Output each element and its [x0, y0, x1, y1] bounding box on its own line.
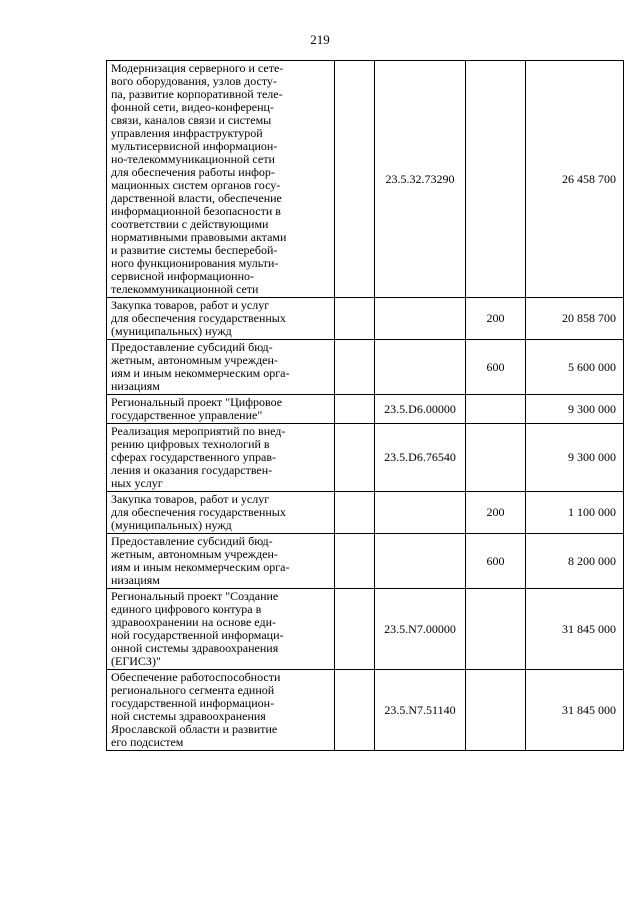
target-article-cell — [375, 340, 466, 395]
table-row — [107, 61, 624, 298]
row-name: Закупка товаров, работ и услуг для обеспечения государственных (муниципальных) нужд — [111, 298, 286, 338]
target-article-cell: 23.5.N7.00000 — [375, 589, 466, 670]
row-name: Региональный проект "Цифровое государственное управление" — [111, 395, 283, 422]
expense-type-cell: 600 — [466, 340, 526, 395]
amount-cell: 9 300 000 — [526, 424, 624, 492]
amount-cell: 1 100 000 — [526, 492, 624, 534]
ministry-cell — [335, 340, 375, 395]
row-name: Модернизация серверного и сете- вого оборудования, узлов досту- па, развитие корпоративной теле- фонной сети, видео-конференц- связи, каналов связи и системы управления инфраструктурой мультисервисной информацион- но-телекоммуникационной сети для обеспечения работы инфор- мационных систем органов госу- дарственной власти, обеспечение информационной безопасности в соответствии с действующими нормативными правовыми актами и развитие системы бесперебой- ного функционирования мульти- сервисной информационно- телекоммуникационной сети — [111, 61, 287, 296]
target-article-cell: 23.5.32.73290 — [375, 61, 466, 298]
expense-type-cell — [466, 589, 526, 670]
table-row — [107, 492, 624, 534]
row-name-cell — [107, 395, 335, 424]
amount-cell: 20 858 700 — [526, 298, 624, 340]
row-name-cell — [107, 492, 335, 534]
row-name: Закупка товаров, работ и услуг для обеспечения государственных (муниципальных) нужд — [111, 492, 286, 532]
expense-type-cell: 600 — [466, 534, 526, 589]
ministry-cell — [335, 670, 375, 751]
row-name: Реализация мероприятий по внед- рению цифровых технологий в сферах государственного управ- ления и оказания государствен- ных услуг — [111, 424, 286, 490]
target-article-cell — [375, 298, 466, 340]
expense-type-cell — [466, 395, 526, 424]
row-name: Обеспечение работоспособности регионального сегмента единой государственной информацион- ной системы здравоохранения Ярославской области и развитие его подсистем — [111, 670, 281, 749]
expense-type-cell: 200 — [466, 298, 526, 340]
table-row — [107, 534, 624, 589]
row-name-cell — [107, 340, 335, 395]
ministry-cell — [335, 298, 375, 340]
ministry-cell — [335, 61, 375, 298]
target-article-cell: 23.5.D6.00000 — [375, 395, 466, 424]
ministry-cell — [335, 589, 375, 670]
row-name-cell — [107, 61, 335, 298]
amount-cell: 31 845 000 — [526, 670, 624, 751]
row-name-cell — [107, 589, 335, 670]
expense-type-cell — [466, 424, 526, 492]
ministry-cell — [335, 534, 375, 589]
row-name-cell — [107, 298, 335, 340]
amount-cell: 5 600 000 — [526, 340, 624, 395]
target-article-cell — [375, 534, 466, 589]
page-number: 219 — [310, 32, 330, 47]
row-name: Региональный проект "Создание единого цифрового контура в здравоохранении на основе еди- ной государственной информаци- онной системы здравоохранения (ЕГИСЗ)" — [111, 589, 284, 668]
expense-type-cell: 200 — [466, 492, 526, 534]
ministry-cell — [335, 424, 375, 492]
row-name-cell — [107, 670, 335, 751]
ministry-cell — [335, 395, 375, 424]
table-row — [107, 670, 624, 751]
target-article-cell: 23.5.D6.76540 — [375, 424, 466, 492]
ministry-cell — [335, 492, 375, 534]
expense-type-cell — [466, 670, 526, 751]
amount-cell: 26 458 700 — [526, 61, 624, 298]
row-name: Предоставление субсидий бюд- жетным, автономным учрежден- иям и иным некоммерческим орга- низациям — [111, 340, 290, 393]
amount-cell: 9 300 000 — [526, 395, 624, 424]
target-article-cell: 23.5.N7.51140 — [375, 670, 466, 751]
amount-cell: 8 200 000 — [526, 534, 624, 589]
table-row — [107, 340, 624, 395]
table-row — [107, 424, 624, 492]
expense-type-cell — [466, 61, 526, 298]
table-row — [107, 589, 624, 670]
target-article-cell — [375, 492, 466, 534]
row-name: Предоставление субсидий бюд- жетным, автономным учрежден- иям и иным некоммерческим орга- низациям — [111, 534, 290, 587]
budget-table — [106, 60, 624, 751]
row-name-cell — [107, 424, 335, 492]
table-row — [107, 298, 624, 340]
row-name-cell — [107, 534, 335, 589]
amount-cell: 31 845 000 — [526, 589, 624, 670]
table-row — [107, 395, 624, 424]
